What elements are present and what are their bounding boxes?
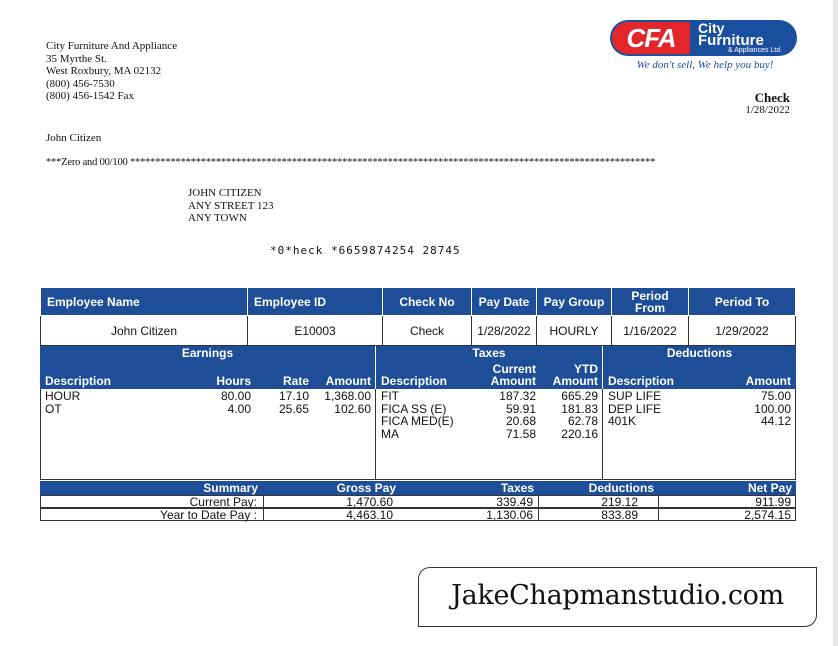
earn-rate-header: Rate (282, 374, 309, 388)
micr-line: *0*heck *6659874254 28745 (270, 244, 461, 257)
logo-tagline: We don't sell, We help you buy! (636, 59, 774, 71)
summary-title: Summary (203, 481, 258, 495)
tax-row (376, 390, 602, 403)
ytd-taxes: 1,130.06 (486, 508, 533, 522)
earn-amount: 1,368.00 (324, 389, 371, 403)
tax-current-header-line2: Amount (490, 374, 536, 388)
logo-line3: & Appliances Ltd. (728, 47, 783, 54)
value-check-no: Check (383, 316, 472, 346)
earnings-section-title: Earnings (40, 346, 375, 360)
pay-detail (40, 346, 796, 480)
header-check-no: Check No (383, 288, 472, 316)
summary-ytd-row (40, 508, 796, 521)
ytd-label: Year to Date Pay : (160, 508, 257, 522)
earn-desc: HOUR (45, 389, 81, 403)
summary-header (40, 481, 796, 495)
header-period-to: Period To (689, 288, 796, 316)
check-title: Check (754, 90, 790, 105)
earnings-row (40, 390, 375, 403)
value-employee-id: E10003 (248, 316, 383, 346)
header-pay-date: Pay Date (472, 288, 537, 316)
page-edge (833, 0, 838, 646)
ytd-net: 2,574.15 (744, 508, 791, 522)
ded-desc: 401K (608, 414, 637, 428)
ded-desc-header: Description (608, 374, 675, 388)
logo-line2: Furniture (698, 32, 764, 49)
ytd-gross: 4,463.10 (346, 508, 393, 522)
summary-net-header: Net Pay (747, 481, 792, 495)
ded-desc: SUP LIFE (608, 389, 662, 403)
company-phone: (800) 456-7530 (46, 77, 115, 90)
taxes-column-headers (376, 360, 602, 389)
ded-desc: DEP LIFE (608, 401, 662, 416)
earnings-row (40, 403, 375, 416)
tax-row (376, 415, 602, 428)
logo-mark: CFA (612, 22, 690, 54)
taxes-section-title: Taxes (376, 346, 602, 360)
earn-rate: 17.10 (278, 389, 309, 403)
earn-rate: 25.65 (278, 401, 309, 416)
tax-desc: MA (381, 426, 399, 441)
taxes-rows (376, 390, 602, 440)
value-period-from: 1/16/2022 (612, 316, 689, 346)
deductions-column-headers (603, 360, 796, 389)
address-line3: ANY TOWN (188, 212, 247, 224)
earn-amount: 102.60 (334, 401, 371, 416)
header-pay-group: Pay Group (537, 288, 612, 316)
tax-ytd-header (553, 363, 598, 387)
earnings-rows (40, 390, 375, 415)
earn-amount-header: Amount (325, 374, 371, 388)
ded-amount: 100.00 (754, 401, 791, 416)
ytd-deductions: 833.89 (601, 508, 638, 522)
value-pay-group: HOURLY (537, 316, 612, 346)
address-line1: JOHN CITIZEN (188, 187, 262, 199)
amount-in-words: ***Zero and 00/100 ******************************************************************************************************** (46, 157, 656, 168)
tax-desc: FICA SS (E) (381, 401, 447, 416)
value-pay-date: 1/28/2022 (472, 316, 537, 346)
employee-value-row (41, 316, 796, 346)
tax-current: 71.58 (505, 426, 536, 441)
tax-current: 20.68 (505, 414, 536, 428)
tax-ytd-header-line1: YTD (574, 362, 598, 376)
tax-ytd: 220.16 (561, 426, 598, 441)
payee-name: John Citizen (46, 132, 102, 144)
value-employee-name: John Citizen (41, 316, 248, 346)
tax-ytd: 62.78 (567, 414, 598, 428)
tax-current-header-line1: Current (492, 362, 536, 376)
mailing-address (188, 187, 274, 225)
earn-hours: 80.00 (220, 389, 251, 403)
logo-badge (610, 20, 797, 56)
company-street: 35 Myrthe St. (46, 52, 107, 65)
employee-info-table (40, 287, 796, 346)
tax-current: 187.32 (499, 389, 536, 403)
address-line2: ANY STREET 123 (188, 199, 274, 212)
deductions-rows (603, 390, 796, 428)
tax-desc-header: Description (381, 374, 448, 388)
company-name: City Furniture And Appliance (46, 40, 178, 52)
current-taxes: 339.49 (496, 495, 533, 509)
ded-amount: 75.00 (760, 389, 791, 403)
deduction-row (603, 390, 796, 403)
company-fax: (800) 456-1542 Fax (46, 90, 134, 102)
current-label: Current Pay: (189, 495, 257, 509)
earn-hours: 4.00 (227, 401, 251, 416)
tax-current: 59.91 (505, 401, 536, 416)
current-gross: 1,470.60 (346, 495, 393, 509)
deduction-row (603, 415, 796, 428)
current-deductions: 219.12 (601, 495, 638, 509)
earnings-column-headers (40, 360, 375, 389)
header-employee-name: Employee Name (41, 288, 248, 316)
watermark-banner: JakeChapmanstudio.com (418, 567, 817, 627)
deductions-section-title: Deductions (603, 346, 796, 360)
summary-current-row (40, 495, 796, 508)
tax-desc: FICA MED(E) (381, 414, 454, 428)
ded-amount: 44.12 (760, 414, 791, 428)
check-date: 1/28/2022 (745, 104, 790, 116)
header-employee-id: Employee ID (248, 288, 383, 316)
tax-current-header (491, 363, 536, 387)
ded-amount-header: Amount (745, 374, 791, 388)
value-period-to: 1/29/2022 (689, 316, 796, 346)
employee-header-row (41, 288, 796, 316)
header-period-from: Period From (612, 288, 689, 316)
summary-deductions-header: Deductions (588, 481, 654, 495)
summary-taxes-header: Taxes (500, 481, 534, 495)
current-net: 911.99 (755, 495, 791, 509)
company-logo (610, 20, 800, 75)
company-city: West Roxbury, MA 02132 (46, 65, 162, 77)
tax-ytd: 665.29 (561, 389, 598, 403)
summary-gross-header: Gross Pay (336, 481, 396, 495)
company-address (46, 40, 177, 103)
logo-line1: City (698, 20, 725, 36)
tax-desc: FIT (381, 389, 399, 403)
tax-ytd-header-line2: Amount (552, 374, 598, 388)
tax-ytd: 181.83 (561, 401, 598, 416)
earn-hours-header: Hours (216, 374, 251, 388)
earn-desc: OT (45, 401, 62, 416)
earn-desc-header: Description (45, 374, 112, 388)
tax-row (376, 428, 602, 441)
